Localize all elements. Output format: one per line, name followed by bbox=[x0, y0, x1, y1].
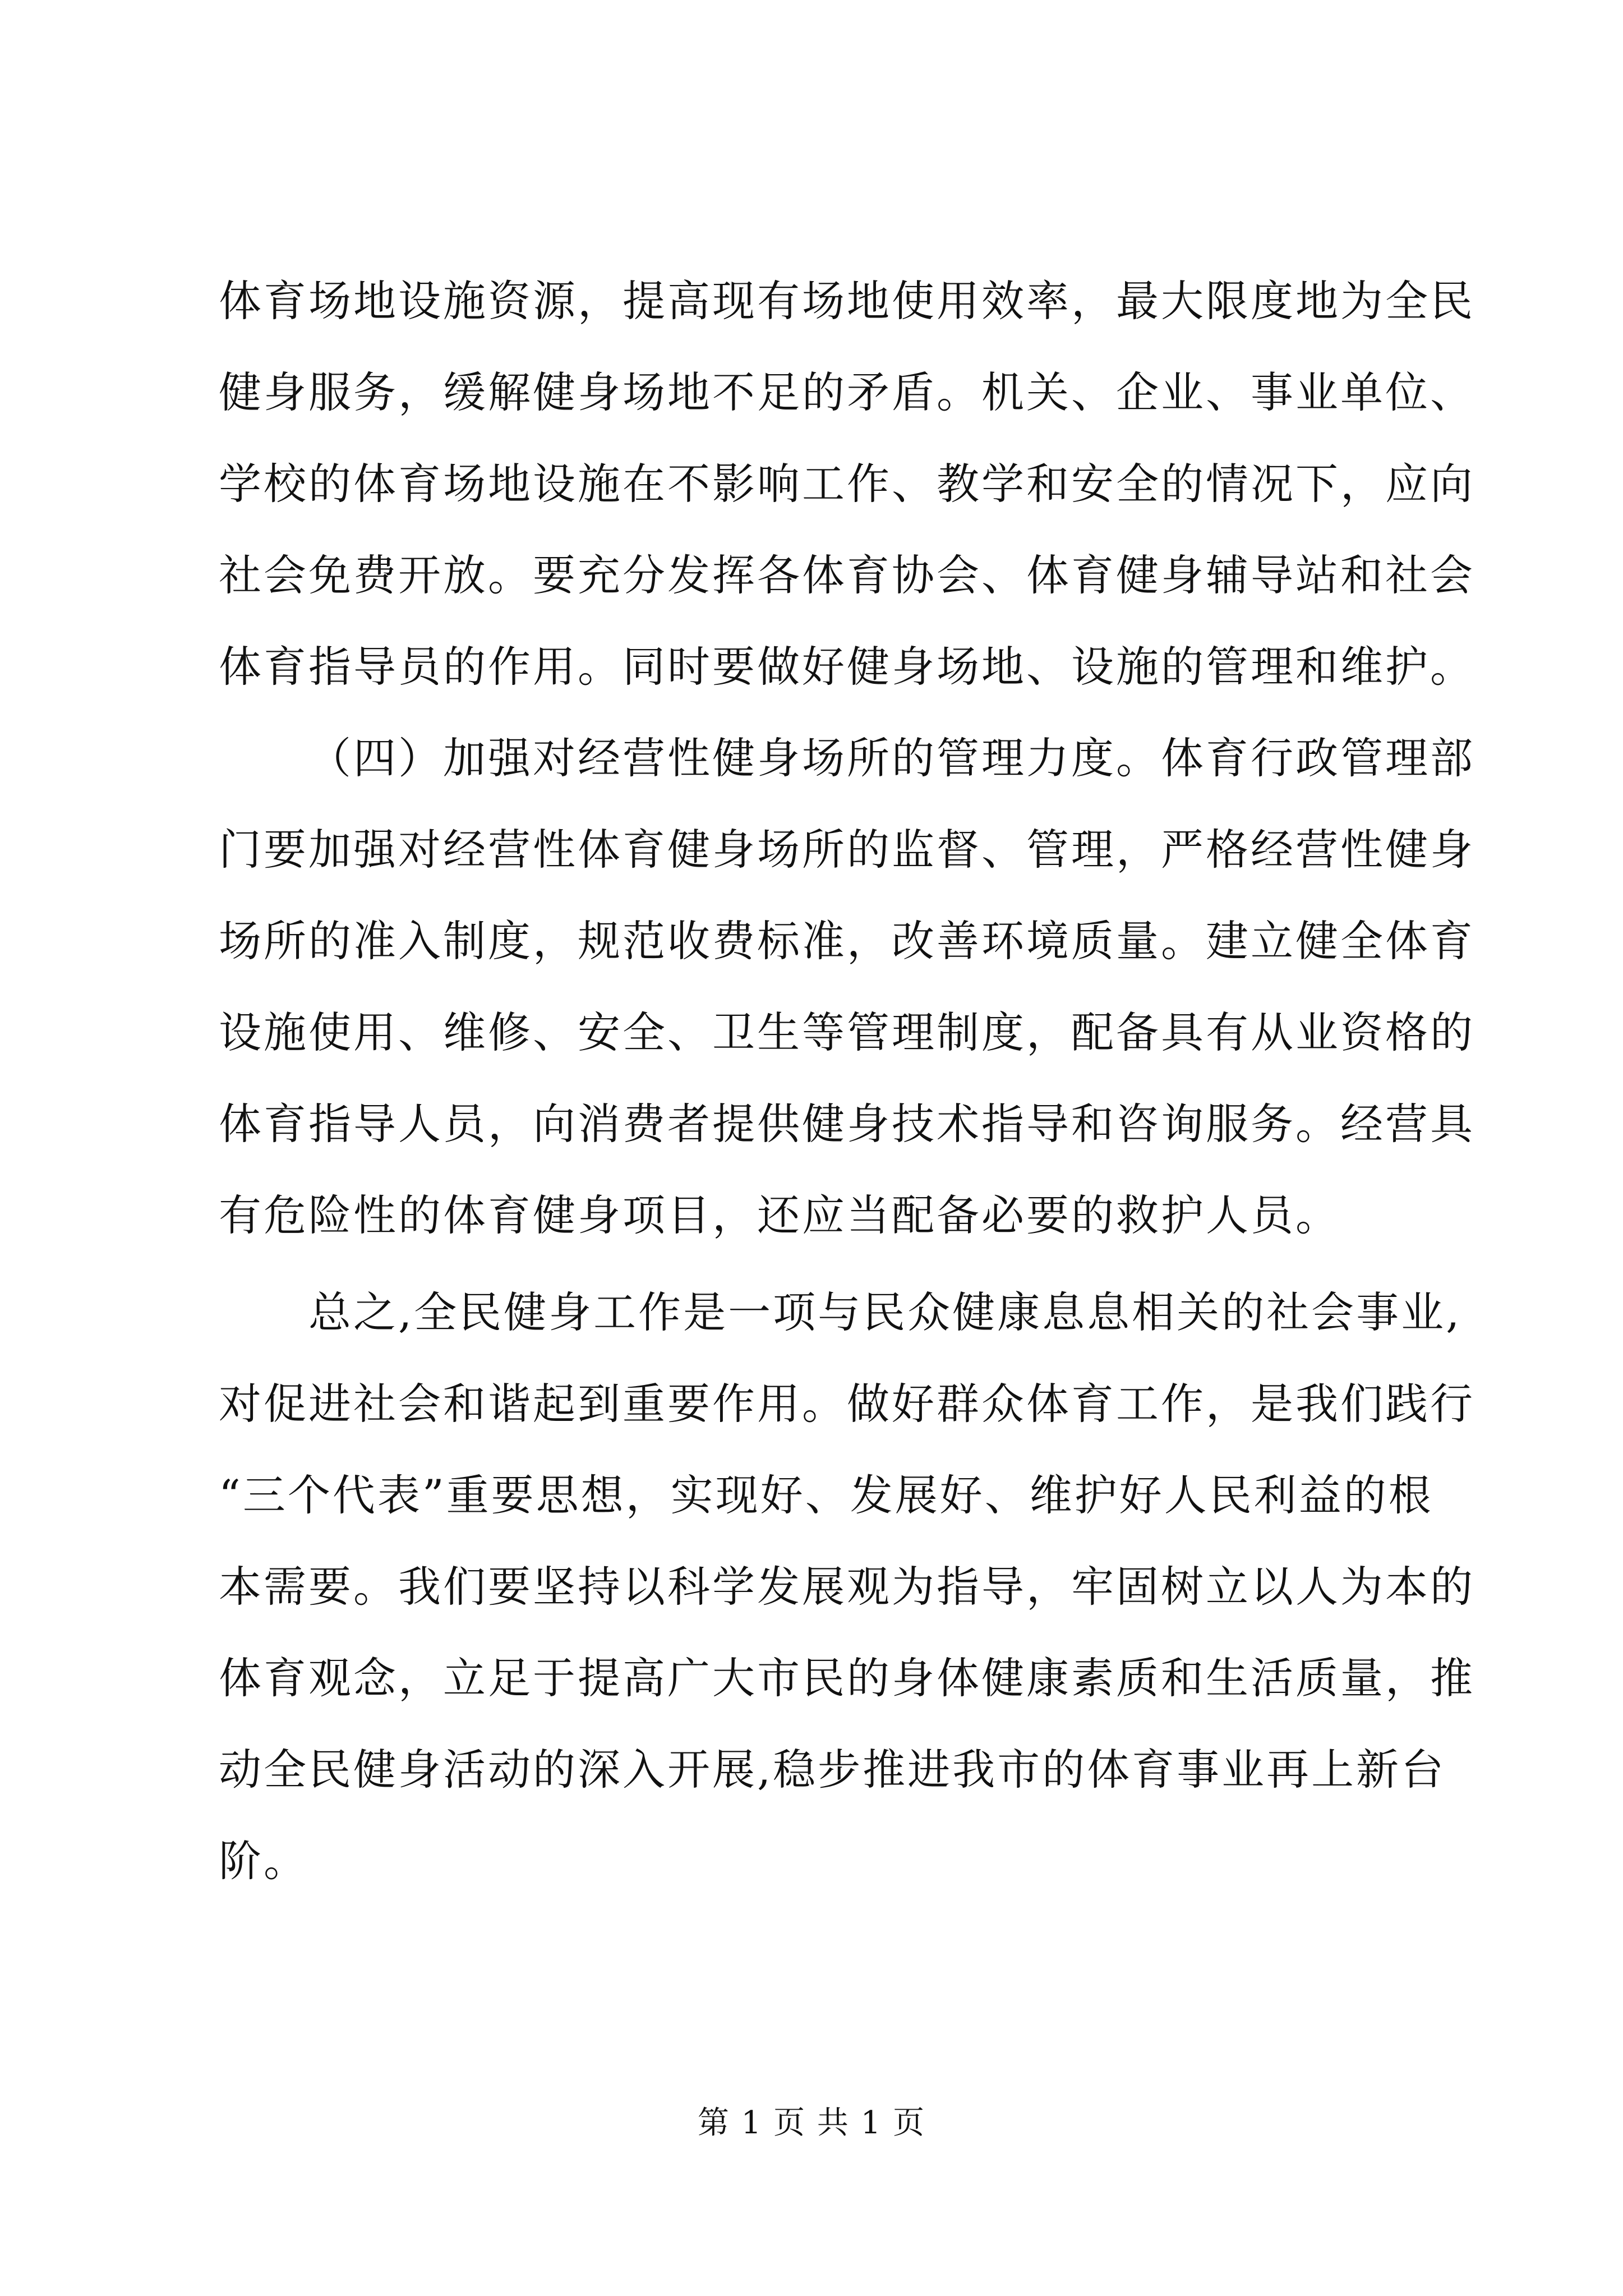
text-line: “三个代表”重要思想，实现好、发展好、维护好人民利益的根 bbox=[219, 1470, 1433, 1520]
paragraph-conclusion bbox=[219, 1267, 1475, 1907]
text-line: 体育指导人员，向消费者提供健身技术指导和咨询服务。经营具 bbox=[219, 1099, 1475, 1149]
text-line: 体育指导员的作用。同时要做好健身场地、设施的管理和维护。 bbox=[219, 642, 1475, 692]
text-line: 总之,全民健身工作是一项与民众健康息息相关的社会事业, bbox=[308, 1287, 1462, 1337]
text-line: 有危险性的体育健身项目，还应当配备必要的救护人员。 bbox=[219, 1190, 1340, 1240]
text-line: 社会免费开放。要充分发挥各体育协会、体育健身辅导站和社会 bbox=[219, 550, 1475, 600]
paragraph-spacer bbox=[219, 1261, 1430, 1267]
text-line: 学校的体育场地设施在不影响工作、教学和安全的情况下，应向 bbox=[219, 459, 1475, 509]
page-footer: 第 1 页 共 1 页 bbox=[697, 2105, 926, 2141]
text-line: 场所的准入制度，规范收费标准，改善环境质量。建立健全体育 bbox=[219, 916, 1475, 966]
document-body bbox=[219, 255, 1475, 1907]
text-line: 门要加强对经营性体育健身场所的监督、管理，严格经营性健身 bbox=[219, 825, 1475, 875]
text-line: 健身服务，缓解健身场地不足的矛盾。机关、企业、事业单位、 bbox=[219, 367, 1475, 417]
text-line: 对促进社会和谐起到重要作用。做好群众体育工作，是我们践行 bbox=[219, 1379, 1475, 1429]
text-line: 阶。 bbox=[219, 1836, 308, 1886]
text-line: 设施使用、维修、安全、卫生等管理制度，配备具有从业资格的 bbox=[219, 1007, 1475, 1057]
text-line: 体育场地设施资源，提高现有场地使用效率，最大限度地为全民 bbox=[219, 276, 1475, 326]
paragraph-facilities bbox=[219, 255, 1475, 712]
text-line: 本需要。我们要坚持以科学发展观为指导，牢固树立以人为本的 bbox=[219, 1562, 1475, 1612]
text-line: 动全民健身活动的深入开展,稳步推进我市的体育事业再上新台 bbox=[219, 1745, 1446, 1795]
text-line: 体育观念，立足于提高广大市民的身体健康素质和生活质量，推 bbox=[219, 1653, 1475, 1703]
paragraph-section-four bbox=[219, 712, 1475, 1261]
text-line: （四）加强对经营性健身场所的管理力度。体育行政管理部 bbox=[308, 733, 1475, 783]
